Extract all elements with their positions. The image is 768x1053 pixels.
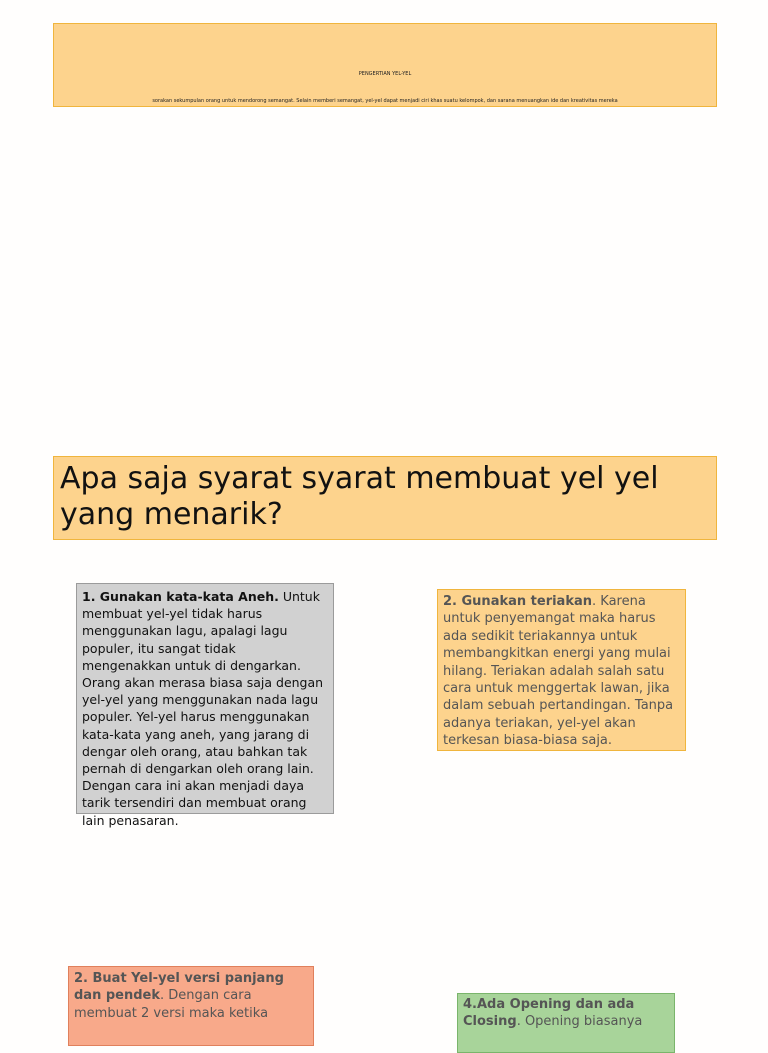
tip-card-2 — [437, 589, 686, 751]
definition-title: PENGERTIAN YEL-YEL — [358, 71, 412, 77]
definition-box — [53, 23, 717, 107]
definition-text: sorakan sekumpulan orang untuk mendorong semangat. Selain memberi semangat, yel-yel dapat menjadi ciri khas suatu kelompok, dan sarana menuangkan ide dan kreativitas mereka — [152, 98, 618, 104]
tip-heading: 4.Ada Opening dan ada Closing — [463, 997, 635, 1030]
tip-body: . Dengan cara membuat 2 versi maka ketika — [74, 988, 269, 1021]
tip-body: Untuk membuat yel-yel tidak harus menggunakan lagu, apalagi lagu populer, itu sangat tidak mengenakkan untuk di dengarkan. Orang akan merasa biasa saja dengan yel-yel yang menggunakan nada lagu populer. Yel-yel harus menggunakan kata-kata yang aneh, yang jarang di dengar oleh orang, atau bahkan tak pernah di dengarkan oleh orang lain. Dengan cara ini akan menjadi daya tarik tersendiri dan membuat orang lain penasaran. — [82, 589, 324, 828]
tip-body: . Opening biasanya — [516, 1014, 643, 1030]
question-text: Apa saja syarat syarat membuat yel yel yang menarik? — [60, 461, 659, 532]
question-box — [53, 456, 717, 540]
tip-card-3 — [68, 966, 314, 1046]
tip-heading: 2. Buat Yel-yel versi panjang dan pendek — [74, 971, 284, 1004]
tip-heading: 1. Gunakan kata-kata Aneh. — [82, 589, 279, 604]
tip-heading: 2. Gunakan teriakan — [443, 594, 593, 609]
tip-body: . Karena untuk penyemangat maka harus ada sedikit teriakannya untuk membangkitkan energi yang mulai hilang. Teriakan adalah salah satu cara untuk menggertak lawan, jika dalam sebuah pertandingan. Tanpa adanya teriakan, yel-yel akan terkesan biasa-biasa saja. — [443, 594, 674, 749]
tip-card-1 — [76, 583, 334, 828]
tip-card-4 — [457, 993, 675, 1053]
